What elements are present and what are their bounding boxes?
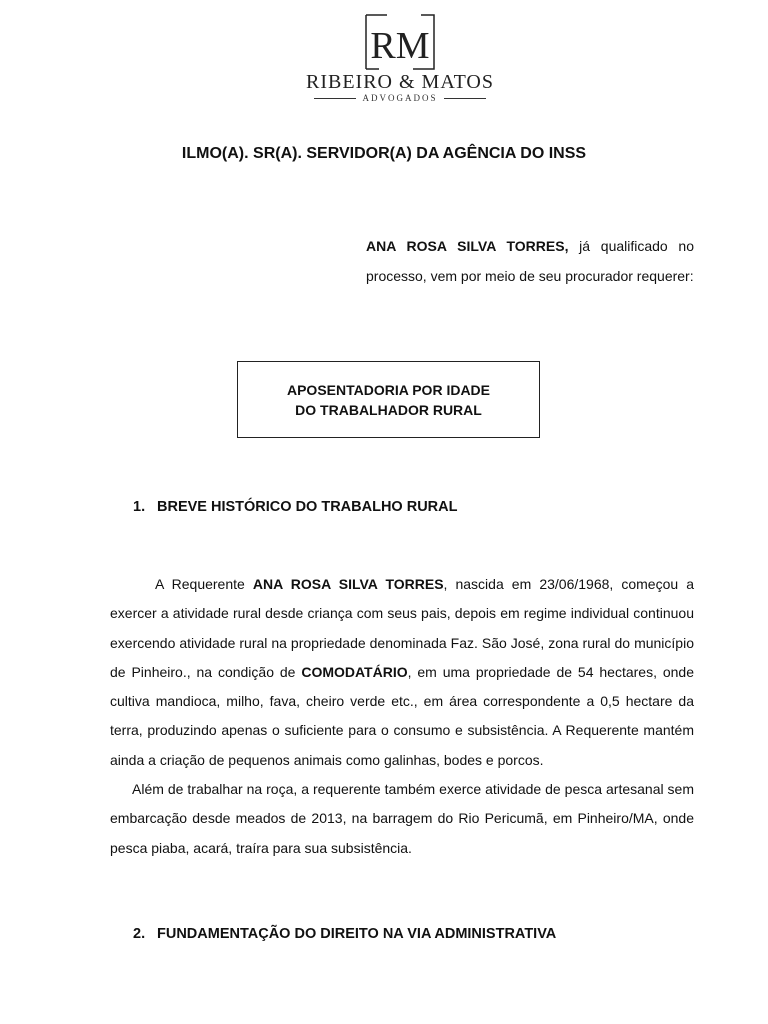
requester-name: ANA ROSA SILVA TORRES, [366,238,569,254]
firm-name: RIBEIRO & MATOS [306,71,494,93]
paragraph-1 [110,570,694,775]
paragraph-1-text-c: , em uma propriedade de 54 hectares, onde cultiva mandioca, milho, fava, cheiro verde etc., em área correspondente a 0,5 hectare da terra, produzindo apenas o suficiente para o consumo e subsistência. A Requerente mantém ainda a criação de pequenos animais como galinhas, bodes e porcos. [110,663,694,768]
divider [444,98,486,99]
firm-subtitle: ADVOGADOS [362,93,438,103]
document-heading: ILMO(A). SR(A). SERVIDOR(A) DA AGÊNCIA DO INSS [181,145,587,162]
section-1-title [133,499,457,515]
divider [314,98,356,99]
request-line-2: DO TRABALHADOR RURAL [295,401,482,418]
svg-text:RM: RM [370,25,430,67]
paragraph-1-text-a: A Requerente [155,576,253,592]
paragraph-1-status: COMODATÁRIO [301,663,408,680]
firm-subtitle-row [300,93,500,103]
section-1-number: 1. [133,499,146,515]
section-1-text: BREVE HISTÓRICO DO TRABALHO RURAL [157,499,458,515]
section-1-body [110,570,694,863]
section-2-number: 2. [133,926,146,942]
paragraph-1-text-b: , nascida em 23/06/1968, começou a exercer a atividade rural desde criança com seus pais, depois em regime individual continuou exercendo atividade rural na propriedade denominada Faz. São José, zona rural do município de Pinheiro., na condição de [110,576,695,680]
intro-text: já qualificado no processo, vem por meio de seu procurador requerer: [366,238,694,284]
request-line-1: APOSENTADORIA POR IDADE [286,381,490,398]
section-2-title [133,926,556,942]
paragraph-2: Além de trabalhar na roça, a requerente também exerce atividade de pesca artesanal sem embarcação desde meados de 2013, na barragem do Rio Pericumã, em Pinheiro/MA, onde pesca piaba, acará, traíra para sua subsistência. [110,781,694,856]
letterhead-logo [300,14,500,114]
paragraph-1-name: ANA ROSA SILVA TORRES [252,576,444,592]
intro-paragraph [366,232,694,291]
request-box [237,361,540,438]
section-2-text: FUNDAMENTAÇÃO DO DIREITO NA VIA ADMINISTRATIVA [157,926,557,942]
monogram-logo-icon [365,14,435,70]
